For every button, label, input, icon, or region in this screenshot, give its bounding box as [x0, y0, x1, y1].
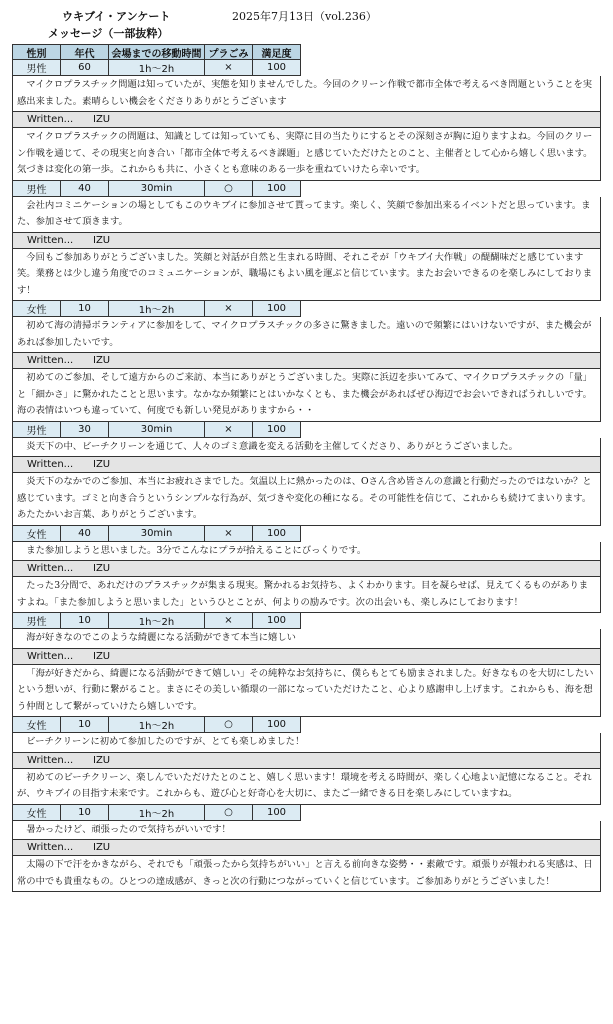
organizer-reply: たった3分間で、あれだけのプラスチックが集まる現実。驚かれるお気持ち、よくわかります。目を凝らせば、見えてくるものがありますよね。「また参加しようと思いました」というひとことが、何よりの励みです。次の出会いも、楽しみにしております！ — [12, 577, 601, 613]
gender-cell: 女性 — [12, 805, 61, 821]
response-entry — [12, 301, 601, 422]
gender-cell: 男性 — [12, 60, 61, 76]
writer-name: IZU — [93, 114, 111, 125]
writer-name: IZU — [93, 754, 111, 766]
response-entry — [12, 717, 601, 805]
plastic-trash-cell: × — [204, 301, 253, 317]
writer-name: IZU — [93, 842, 111, 853]
gender-cell: 女性 — [12, 526, 61, 542]
plastic-trash-cell: × — [204, 60, 253, 76]
written-by-row — [12, 233, 601, 249]
participant-message: 海が好きなのでこのような綺麗になる活動ができて本当に嬉しい — [12, 629, 601, 649]
age-cell: 40 — [60, 526, 109, 542]
written-label: Written... — [27, 563, 74, 574]
response-meta-row — [12, 301, 601, 317]
satisfaction-cell: 100 — [252, 422, 301, 438]
written-by-row — [12, 561, 601, 577]
response-meta-row — [12, 805, 601, 821]
satisfaction-cell: 100 — [252, 60, 301, 76]
page-header — [0, 0, 613, 44]
column-header-satisfaction: 満足度 — [252, 44, 301, 60]
gender-cell: 女性 — [12, 301, 61, 317]
travel-time-cell: 30min — [108, 422, 205, 438]
age-cell: 10 — [60, 805, 109, 821]
plastic-trash-cell: × — [204, 613, 253, 629]
response-meta-row — [12, 717, 601, 733]
travel-time-cell: 1h〜2h — [108, 60, 205, 76]
survey-title: ウキブイ・アンケート — [62, 10, 171, 23]
written-label: Written... — [27, 754, 74, 766]
plastic-trash-cell: ○ — [204, 181, 253, 197]
organizer-reply: 初めてのビーチクリーン、楽しんでいただけたとのこと、嬉しく思います！環境を考える時間が、楽しく心地よい記憶になること。それが、ウキブイの目指す未来です。これからも、遊び心と好奇心を大切に、またご一緒できる日を楽しみにしていますね。 — [12, 769, 601, 805]
organizer-reply: 炎天下のなかでのご参加、本当にお疲れさまでした。気温以上に熱かったのは、Oさん含め皆さんの意識と行動だったのではないか？と感じています。ゴミと向き合うというシンプルな行為が、気づきや変化の種になる。その可能性を信じて、これからも続けてまいります。あたたかいお言葉、ありがとうございます。 — [12, 473, 601, 526]
satisfaction-cell: 100 — [252, 526, 301, 542]
response-entry — [12, 181, 601, 302]
organizer-reply: 今回もご参加ありがとうございました。笑顔と対話が自然と生まれる時間、それこそが「ウキブイ大作戦」の醍醐味だと感じています笑。業務とは少し違う角度でのコミュニケーションが、職場にもよい風を運ぶと信じています。またお会いできるのを楽しみにしております！ — [12, 249, 601, 302]
response-entry — [12, 422, 601, 526]
response-meta-row — [12, 422, 601, 438]
response-entry — [12, 805, 601, 893]
writer-name: IZU — [93, 563, 111, 574]
response-list — [12, 60, 601, 892]
writer-name: IZU — [93, 459, 111, 470]
written-label: Written... — [27, 842, 74, 853]
written-label: Written... — [27, 114, 74, 125]
survey-subtitle: メッセージ（一部抜粋） — [48, 27, 169, 40]
organizer-reply: 初めてのご参加、そして遠方からのご来訪、本当にありがとうございました。実際に浜辺を歩いてみて、マイクロプラスチックの「量」と「細かさ」に驚かれたことと思います。なかなか頻繁にとはいかなくとも、また機会があればぜひ海辺でお会いできればうれしいです。海の表情はいつも違っていて、何度でも新しい発見がありますから・・ — [12, 369, 601, 422]
response-entry — [12, 526, 601, 614]
age-cell: 60 — [60, 60, 109, 76]
column-header-travel-time: 会場までの移動時間 — [108, 44, 205, 60]
age-cell: 30 — [60, 422, 109, 438]
travel-time-cell: 1h〜2h — [108, 301, 205, 317]
written-by-row — [12, 457, 601, 473]
age-cell: 10 — [60, 717, 109, 733]
satisfaction-cell: 100 — [252, 805, 301, 821]
satisfaction-cell: 100 — [252, 301, 301, 317]
writer-name: IZU — [93, 234, 111, 246]
participant-message: ビーチクリーンに初めて参加したのですが、とても楽しめました！ — [12, 733, 601, 753]
satisfaction-cell: 100 — [252, 181, 301, 197]
written-label: Written... — [27, 355, 74, 366]
column-header-gender: 性別 — [12, 44, 61, 60]
response-meta-row — [12, 526, 601, 542]
travel-time-cell: 30min — [108, 526, 205, 542]
plastic-trash-cell: ○ — [204, 717, 253, 733]
satisfaction-cell: 100 — [252, 613, 301, 629]
organizer-reply: 太陽の下で汗をかきながら、それでも「頑張ったから気持ちがいい」と言える前向きな姿勢・・素敵です。頑張りが報われる実感は、日常の中でも貴重なもの。ひとつの達成感が、きっと次の行動につながっていくと信じています。ご参加ありがとうございました！ — [12, 856, 601, 892]
response-meta-row — [12, 60, 601, 76]
response-meta-row — [12, 181, 601, 197]
travel-time-cell: 1h〜2h — [108, 717, 205, 733]
gender-cell: 男性 — [12, 181, 61, 197]
plastic-trash-cell: ○ — [204, 805, 253, 821]
written-by-row — [12, 353, 601, 369]
written-by-row — [12, 112, 601, 128]
organizer-reply: マイクロプラスチックの問題は、知識としては知っていても、実際に目の当たりにするとその深刻さが胸に迫りますよね。今回のクリーン作戦を通じて、その現実と向き合い「都市全体で考えるべき課題」と感じていただけたとのこと、主催者として心から嬉しく思います。気づきは変化の第一歩。これからも共に、小さくとも意味のある一歩を重ねていけたら幸いです。 — [12, 128, 601, 181]
participant-message: 暑かったけど、頑張ったので気持ちがいいです！ — [12, 821, 601, 841]
participant-message: 初めて海の清掃ボランティアに参加をして、マイクロプラスチックの多さに驚きました。遠いので頻繁にはいけないですが、また機会があれば参加したいです。 — [12, 317, 601, 353]
travel-time-cell: 1h〜2h — [108, 805, 205, 821]
age-cell: 10 — [60, 613, 109, 629]
age-cell: 40 — [60, 181, 109, 197]
satisfaction-cell: 100 — [252, 717, 301, 733]
plastic-trash-cell: × — [204, 422, 253, 438]
participant-message: マイクロプラスチック問題は知っていたが、実態を知りませんでした。今回のクリーン作戦で都市全体で考えるべき問題ということを実感出来ました。素晴らしい機会をくださりありがとうございます — [12, 76, 601, 112]
age-cell: 10 — [60, 301, 109, 317]
participant-message: また参加しようと思いました。3分でこんなにプラが拾えることにびっくりです。 — [12, 542, 601, 562]
written-label: Written... — [27, 234, 74, 246]
written-by-row — [12, 649, 601, 665]
writer-name: IZU — [93, 355, 111, 366]
column-header-age: 年代 — [60, 44, 109, 60]
writer-name: IZU — [93, 650, 111, 662]
response-entry — [12, 60, 601, 181]
written-label: Written... — [27, 650, 74, 662]
travel-time-cell: 1h〜2h — [108, 613, 205, 629]
travel-time-cell: 30min — [108, 181, 205, 197]
gender-cell: 女性 — [12, 717, 61, 733]
written-by-row — [12, 840, 601, 856]
column-header-plastic-trash: プラごみ — [204, 44, 253, 60]
response-entry — [12, 613, 601, 717]
column-header-row — [12, 44, 301, 60]
participant-message: 会社内コミニケーションの場としてもこのウキブイに参加させて貰ってます。楽しく、笑顔で参加出来るイベントだと思っています。また、参加させて頂きます。 — [12, 197, 601, 233]
response-meta-row — [12, 613, 601, 629]
written-by-row — [12, 753, 601, 769]
organizer-reply: 「海が好きだから、綺麗になる活動ができて嬉しい」その純粋なお気持ちに、僕らもとても励まされました。好きなものを大切にしたいという想いが、行動に繋がること。まさにその美しい循環の一部になっていただけたこと、心より感謝申し上げます。これからも、海を想う仲間として繋がっていけたら嬉しいです。 — [12, 665, 601, 718]
plastic-trash-cell: × — [204, 526, 253, 542]
survey-date: 2025年7月13日（vol.236） — [232, 10, 377, 23]
gender-cell: 男性 — [12, 422, 61, 438]
written-label: Written... — [27, 459, 74, 470]
gender-cell: 男性 — [12, 613, 61, 629]
participant-message: 炎天下の中、ビーチクリーンを通じて、人々のゴミ意識を変える活動を主催してくださり、ありがとうございました。 — [12, 438, 601, 458]
